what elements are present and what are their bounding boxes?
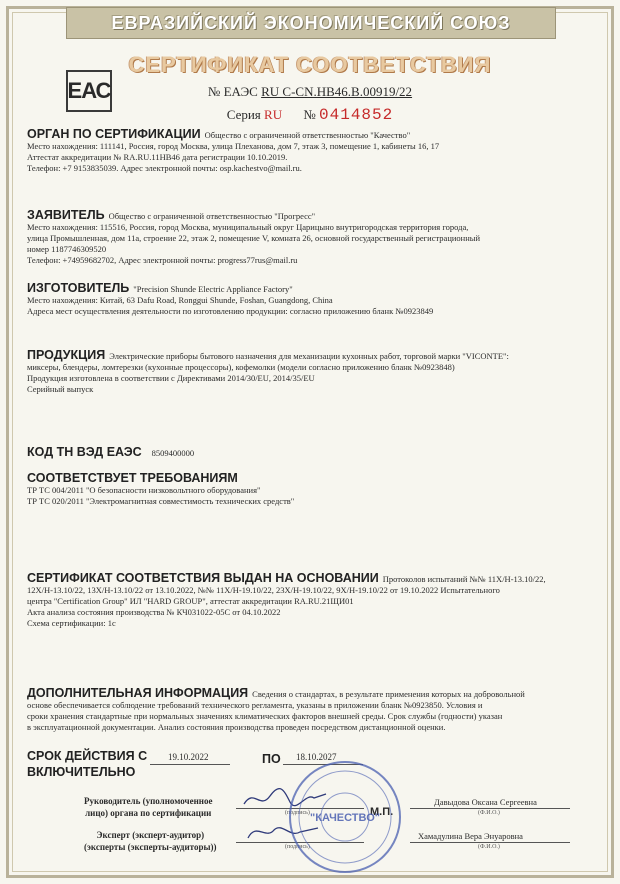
basis-line: Протоколов испытаний №№ 11Х/Н-13.10/22, bbox=[382, 574, 546, 584]
product-line: Серийный выпуск bbox=[27, 384, 94, 394]
stamp-center-text: "КАЧЕСТВО" bbox=[310, 812, 380, 824]
expert-signature-caption: (подпись) bbox=[285, 844, 310, 850]
applicant-line: Телефон: +74959682702, Адрес электронной почты: progress77rus@mail.ru bbox=[27, 255, 298, 265]
validity-heading-line2: ВКЛЮЧИТЕЛЬНО bbox=[27, 765, 136, 779]
head-name-line bbox=[410, 808, 570, 809]
additional-heading: ДОПОЛНИТЕЛЬНАЯ ИНФОРМАЦИЯ bbox=[27, 686, 249, 700]
eac-logo-icon: ЕАС bbox=[66, 70, 112, 112]
requirements-heading: СООТВЕТСТВУЕТ ТРЕБОВАНИЯМ bbox=[27, 471, 238, 485]
manufacturer-line: Адреса мест осуществления деятельности по изготовлению продукции: согласно приложению бланк №0923849 bbox=[27, 306, 434, 316]
head-name: Давыдова Оксана Сергеевна bbox=[434, 797, 537, 807]
tn-ved-section bbox=[27, 447, 597, 459]
applicant-line: Место нахождения: 115516, Россия, город Москва, муниципальный округ Царицыно внутригородская территория города, bbox=[27, 222, 469, 232]
expert-label-line: Эксперт (эксперт-аудитор) bbox=[96, 830, 205, 840]
head-label bbox=[84, 795, 212, 819]
stamp-seal-icon bbox=[286, 758, 404, 876]
series-code: RU bbox=[264, 107, 283, 122]
applicant-line: номер 1187746309520 bbox=[27, 244, 107, 254]
cert-number-prefix: № ЕАЭС bbox=[207, 84, 258, 99]
tn-ved-heading: КОД ТН ВЭД ЕАЭС bbox=[27, 445, 142, 459]
applicant-section bbox=[27, 210, 597, 266]
product-line: миксеры, блендеры, ломтерезки (кухонные процессоры), кофемолки (модели согласно приложению бланк №0923848) bbox=[27, 362, 455, 372]
additional-line: в эксплуатационной документации. Анализ состояния производства проведен посредством дистанционной оценки. bbox=[27, 722, 446, 732]
series-line bbox=[0, 106, 620, 124]
cert-number-value: RU C-CN.HB46.B.00919/22 bbox=[261, 84, 413, 99]
requirements-section bbox=[27, 473, 597, 507]
requirements-line: ТР ТС 020/2011 "Электромагнитная совместимость технических средств" bbox=[27, 496, 295, 506]
additional-line: сроки хранения стандартные при нормальных значениях климатических факторов внешней среды. Срок службы (годности) указан bbox=[27, 711, 503, 721]
mp-label: М.П. bbox=[370, 806, 394, 818]
organ-line: Место нахождения: 111141, Россия, город Москва, улица Плеханова, дом 7, этаж 3, помещение 1, кабинеты 16, 17 bbox=[27, 141, 440, 151]
tn-ved-value: 8509400000 bbox=[151, 448, 195, 458]
applicant-line: Общество с ограниченной ответственностью "Прогресс" bbox=[108, 211, 316, 221]
validity-from-underline bbox=[150, 764, 230, 765]
certificate-number-line bbox=[0, 84, 620, 100]
head-fio-caption: (Ф.И.О.) bbox=[478, 810, 500, 816]
basis-line: центра "Certification Group" ИЛ "HARD GROUP", аттестат аккредитации RA.RU.21ЩИ01 bbox=[27, 596, 354, 606]
product-line: Электрические приборы бытового назначения для механизации кухонных работ, торговой марки "VICONTE": bbox=[109, 351, 509, 361]
head-signature-caption: (подпись) bbox=[285, 810, 310, 816]
manufacturer-line: Место нахождения: Китай, 63 Dafu Road, Ronggui Shunde, Foshan, Guangdong, China bbox=[27, 295, 333, 305]
certificate-title: СЕРТИФИКАТ СООТВЕТСТВИЯ bbox=[128, 52, 492, 77]
additional-line: основе обеспечивается соблюдение требований технического регламента, указаны в приложении бланк №0923850. Условия и bbox=[27, 700, 483, 710]
applicant-heading: ЗАЯВИТЕЛЬ bbox=[27, 208, 105, 222]
basis-line: 12Х/Н-13.10/22, 13Х/Н-13.10/22 от 13.10.2022, №№ 11Х/Н-19.10/22, 23Х/Н-19.10/22, 9Х/Н-19.10/22 от 19.10.2022 Испытательного bbox=[27, 585, 500, 595]
expert-label bbox=[84, 829, 217, 853]
organ-section bbox=[27, 129, 597, 174]
product-line: Продукция изготовлена в соответствии с Директивами 2014/30/EU, 2014/35/EU bbox=[27, 373, 315, 383]
expert-name: Хамадулина Вера Энуаровна bbox=[418, 831, 523, 841]
expert-label-line: (эксперты (эксперты-аудиторы)) bbox=[84, 842, 217, 852]
product-heading: ПРОДУКЦИЯ bbox=[27, 348, 106, 362]
validity-to: 18.10.2027 bbox=[296, 752, 337, 762]
additional-section bbox=[27, 688, 597, 733]
union-banner-text: ЕВРАЗИЙСКИЙ ЭКОНОМИЧЕСКИЙ СОЮЗ bbox=[111, 12, 511, 33]
validity-from: 19.10.2022 bbox=[168, 752, 209, 762]
expert-name-line bbox=[410, 842, 570, 843]
requirements-line: ТР ТС 004/2011 "О безопасности низковольтного оборудования" bbox=[27, 485, 261, 495]
basis-line: Акта анализа состояния производства № КЧ031022-05С от 04.10.2022 bbox=[27, 607, 281, 617]
series-label: Серия bbox=[226, 107, 261, 122]
head-label-line: лицо) органа по сертификации bbox=[85, 808, 212, 818]
validity-heading: СРОК ДЕЙСТВИЯ С bbox=[27, 749, 148, 763]
additional-line: Сведения о стандартах, в результате применения которых на добровольной bbox=[252, 689, 525, 699]
manufacturer-section bbox=[27, 283, 597, 317]
organ-heading: ОРГАН ПО СЕРТИФИКАЦИИ bbox=[27, 127, 201, 141]
organ-line: Общество с ограниченной ответственностью "Качество" bbox=[204, 130, 411, 140]
union-banner bbox=[66, 7, 556, 39]
organ-line: Аттестат аккредитации № RA.RU.11НВ46 дата регистрации 10.10.2019. bbox=[27, 152, 288, 162]
basis-heading: СЕРТИФИКАТ СООТВЕТСТВИЯ ВЫДАН НА ОСНОВАНИИ bbox=[27, 571, 379, 585]
validity-to-label: ПО bbox=[262, 752, 281, 766]
basis-section bbox=[27, 573, 597, 629]
series-number-label: № bbox=[303, 107, 316, 122]
manufacturer-line: "Precision Shunde Electric Appliance Factory" bbox=[133, 284, 293, 294]
applicant-line: улица Промышленная, дом 11а, строение 22, этаж 2, помещение V, комната 26, основной государственный регистрационный bbox=[27, 233, 481, 243]
product-section bbox=[27, 350, 597, 395]
organ-line: Телефон: +7 9153835039. Адрес электронной почты: osp.kachestvo@mail.ru. bbox=[27, 163, 302, 173]
basis-line: Схема сертификации: 1с bbox=[27, 618, 116, 628]
series-number: 0414852 bbox=[319, 106, 394, 124]
expert-fio-caption: (Ф.И.О.) bbox=[478, 844, 500, 850]
head-label-line: Руководитель (уполномоченное bbox=[84, 796, 213, 806]
manufacturer-heading: ИЗГОТОВИТЕЛЬ bbox=[27, 281, 130, 295]
